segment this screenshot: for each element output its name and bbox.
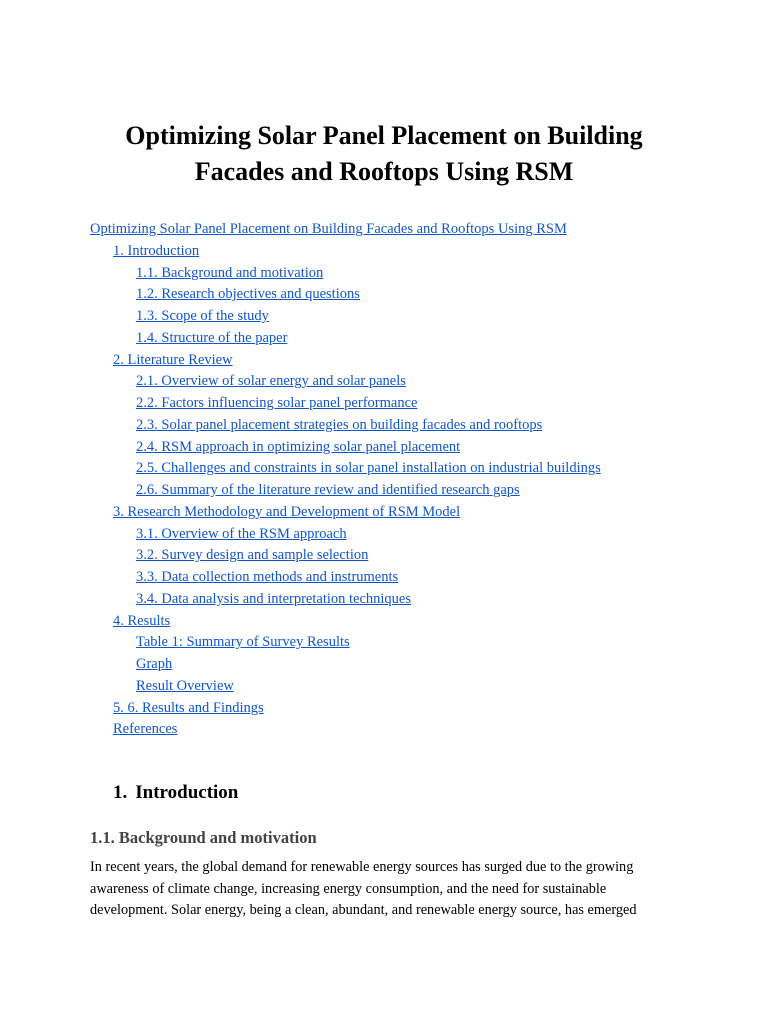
toc-item	[0, 632, 768, 654]
body-line: awareness of climate change, increasing energy consumption, and the need for sustainable	[90, 880, 607, 897]
toc-link-data-collection[interactable]: 3.3. Data collection methods and instruments	[136, 569, 399, 585]
toc-link-results-findings[interactable]: 5. 6. Results and Findings	[113, 699, 264, 716]
toc-item	[0, 437, 768, 459]
document-title	[0, 118, 768, 190]
toc-item	[0, 458, 768, 480]
toc-link-survey-design[interactable]: 3.2. Survey design and sample selection	[136, 547, 369, 564]
toc-item	[0, 611, 768, 633]
toc-link-table-1[interactable]: Table 1: Summary of Survey Results	[136, 634, 350, 651]
toc-link-results[interactable]: 4. Results	[113, 612, 171, 629]
toc-link-introduction[interactable]: 1. Introduction	[113, 242, 200, 259]
toc-link-structure[interactable]: 1.4. Structure of the paper	[136, 329, 288, 346]
toc-item	[0, 654, 768, 676]
toc-link-rsm-overview[interactable]: 3.1. Overview of the RSM approach	[136, 525, 347, 542]
toc-item	[0, 328, 768, 350]
toc-link-methodology[interactable]: 3. Research Methodology and Development of RSM Model	[113, 503, 461, 520]
toc-item	[0, 480, 768, 502]
toc-item	[0, 415, 768, 437]
toc-link-objectives[interactable]: 1.2. Research objectives and questions	[136, 286, 360, 303]
body-line: In recent years, the global demand for renewable energy sources has surged due to the growing	[90, 859, 634, 875]
toc-item	[0, 350, 768, 372]
document-title-line-2: Facades and Rooftops Using RSM	[194, 157, 574, 186]
toc-link-challenges[interactable]: 2.5. Challenges and constraints in solar panel installation on industrial buildings	[136, 460, 601, 477]
toc-link-scope[interactable]: 1.3. Scope of the study	[136, 308, 269, 324]
toc-item	[0, 219, 768, 241]
toc-link-graph[interactable]: Graph	[136, 656, 173, 672]
toc-item	[0, 306, 768, 328]
toc-item	[0, 545, 768, 567]
toc-item	[0, 524, 768, 546]
section-title: Introduction	[135, 782, 239, 803]
toc-item	[0, 393, 768, 415]
toc-item	[0, 284, 768, 306]
toc-link-placement-strategies[interactable]: 2.3. Solar panel placement strategies on building facades and rooftops	[136, 416, 543, 433]
toc-link-background[interactable]: 1.1. Background and motivation	[136, 264, 324, 281]
section-heading-introduction	[113, 780, 238, 806]
toc-item	[0, 263, 768, 285]
body-paragraph	[90, 857, 680, 922]
subsection-heading-background: 1.1. Background and motivation	[90, 828, 317, 847]
toc-link-factors[interactable]: 2.2. Factors influencing solar panel performance	[136, 395, 418, 411]
toc-link-data-analysis[interactable]: 3.4. Data analysis and interpretation techniques	[136, 590, 412, 607]
toc-link-overview-solar[interactable]: 2.1. Overview of solar energy and solar panels	[136, 373, 406, 390]
toc-item	[0, 567, 768, 589]
table-of-contents	[0, 219, 768, 741]
toc-link-rsm-approach[interactable]: 2.4. RSM approach in optimizing solar panel placement	[136, 438, 461, 455]
toc-item	[0, 371, 768, 393]
toc-link-document-title[interactable]: Optimizing Solar Panel Placement on Building Facades and Rooftops Using RSM	[90, 221, 567, 237]
toc-item	[0, 241, 768, 263]
toc-item	[0, 676, 768, 698]
toc-link-references[interactable]: References	[113, 721, 178, 738]
toc-item	[0, 589, 768, 611]
toc-link-summary-review[interactable]: 2.6. Summary of the literature review and identified research gaps	[136, 482, 520, 498]
document-title-line-1: Optimizing Solar Panel Placement on Building	[125, 121, 643, 150]
section-number: 1.	[113, 782, 128, 803]
toc-item	[0, 502, 768, 524]
toc-link-result-overview[interactable]: Result Overview	[136, 677, 234, 694]
toc-item	[0, 698, 768, 720]
body-line: development. Solar energy, being a clean, abundant, and renewable energy source, has emerged	[90, 902, 637, 918]
toc-item	[0, 719, 768, 741]
toc-link-literature-review[interactable]: 2. Literature Review	[113, 351, 233, 368]
